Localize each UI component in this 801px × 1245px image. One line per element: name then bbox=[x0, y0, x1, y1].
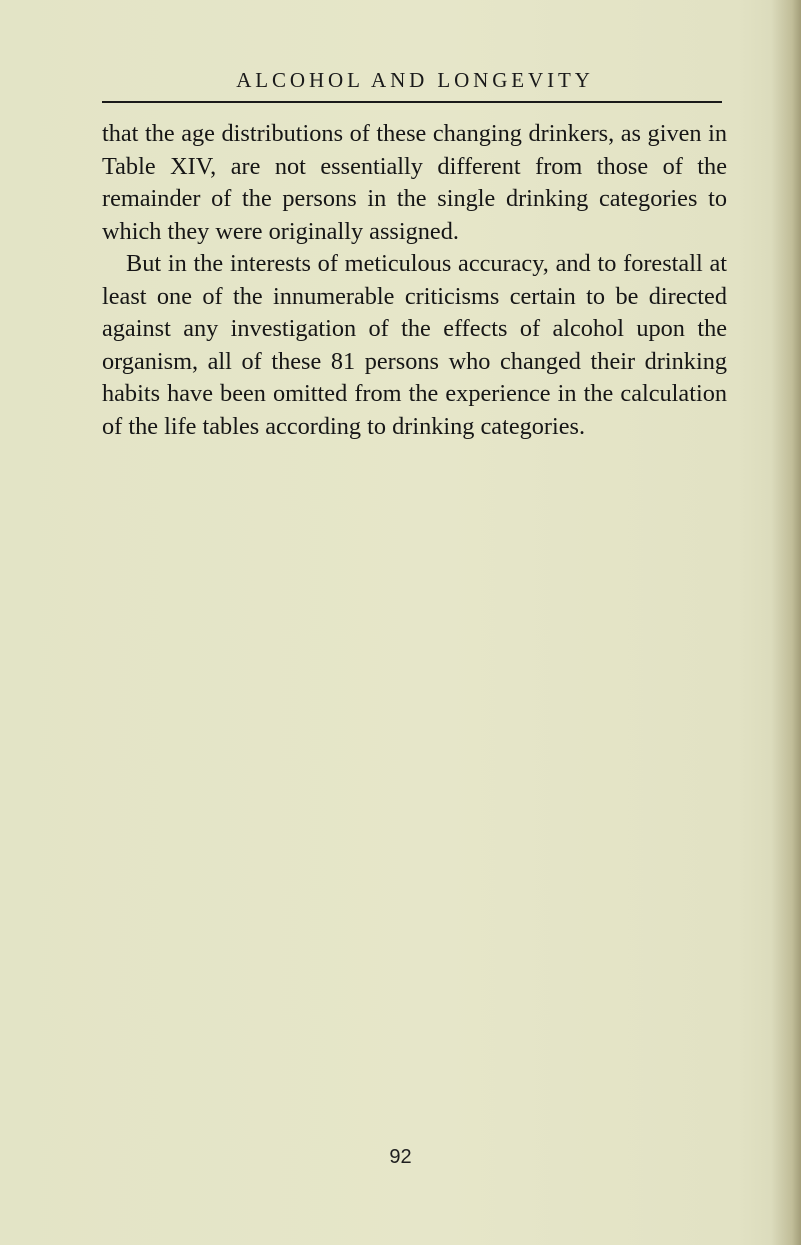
header-rule bbox=[102, 101, 722, 103]
page-edge-shadow bbox=[771, 0, 801, 1245]
paragraph: But in the interests of meticulous accuracy, and to forestall at least one of the innumerable criticisms certain to be directed against any investigation of the effects of alcohol upon the organism, all of these 81 persons who changed their drinking habits have been omitted from the experience in the calculation of the life tables according to drinking categories. bbox=[102, 250, 727, 440]
page-number: 92 bbox=[389, 1146, 412, 1168]
paragraph-continued: that the age distributions of these changing drinkers, as given in Table XIV, are not essentially different from those of the remainder of the persons in the single drinking categories to which they were originally assigned. bbox=[102, 120, 727, 245]
body-text bbox=[102, 118, 727, 443]
running-head: ALCOHOL AND LONGEVITY bbox=[236, 68, 594, 92]
